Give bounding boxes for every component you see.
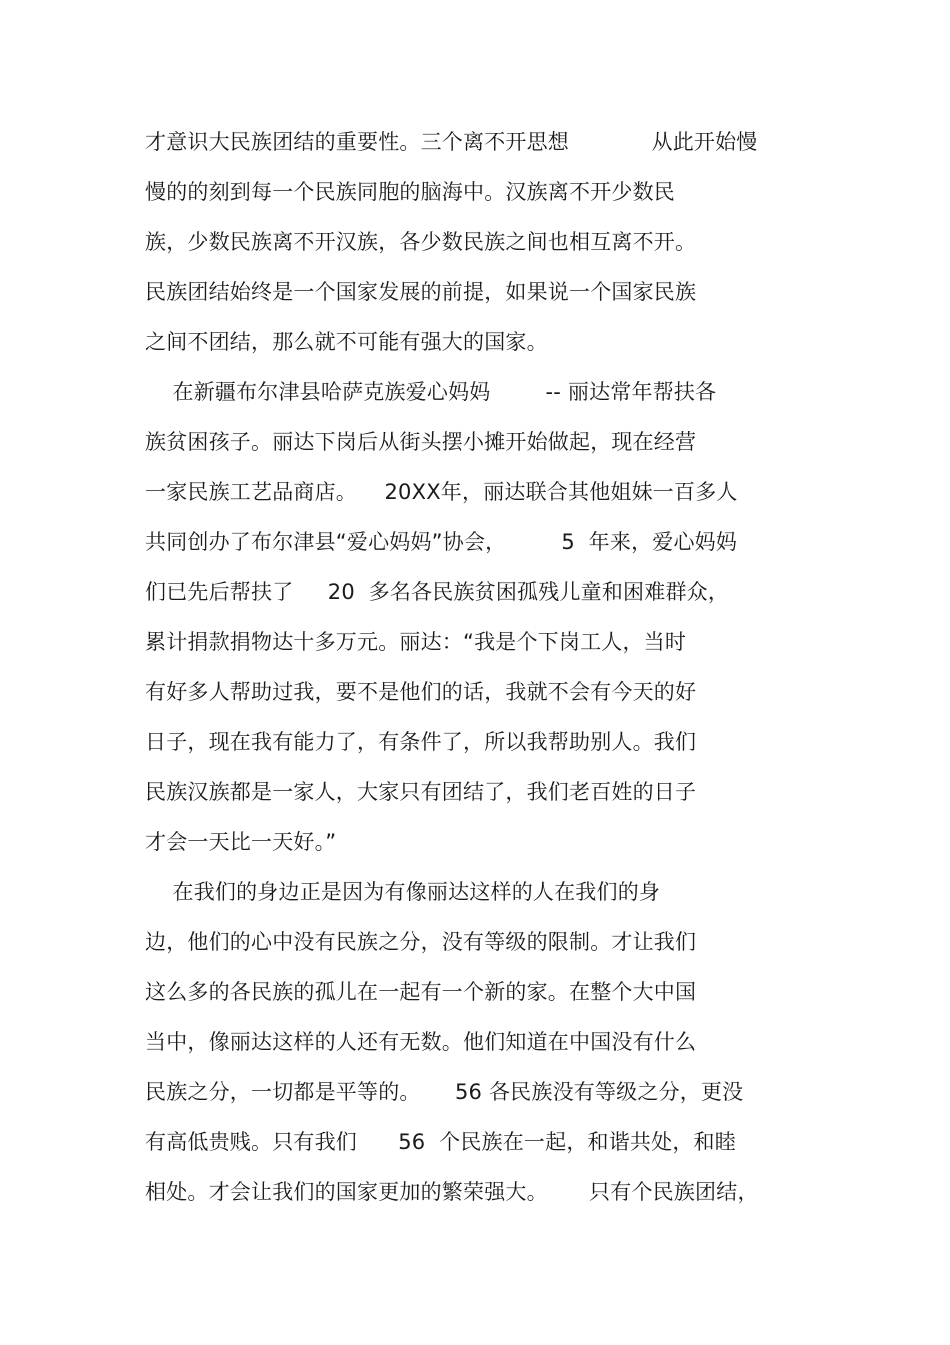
text-line: 民族团结始终是一个国家发展的前提，如果说一个国家民族 xyxy=(145,280,697,304)
text-line: 有高低贵贱。只有我们 56 个民族在一起，和谐共处，和睦 xyxy=(145,1130,736,1154)
text-line: 们已先后帮扶了 20 多名各民族贫困孤残儿童和困难群众， xyxy=(145,580,730,604)
text-line: 日子，现在我有能力了，有条件了，所以我帮助别人。我们 xyxy=(145,730,697,754)
text-line: 才意识大民族团结的重要性。三个离不开思想 从此开始慢 xyxy=(145,130,758,154)
text-line: 在新疆布尔津县哈萨克族爱心妈妈 -- 丽达常年帮扶各 xyxy=(145,380,717,404)
text-line: 族，少数民族离不开汉族，各少数民族之间也相互离不开。 xyxy=(145,230,697,254)
text-line: 共同创办了布尔津县“爱心妈妈”协会， 5 年来，爱心妈妈 xyxy=(145,530,738,554)
text-line: 当中，像丽达这样的人还有无数。他们知道在中国没有什么 xyxy=(145,1030,697,1054)
text-line: 在我们的身边正是因为有像丽达这样的人在我们的身 xyxy=(145,880,661,904)
text-line: 民族之分，一切都是平等的。 56 各民族没有等级之分，更没 xyxy=(145,1080,744,1104)
text-line: 族贫困孩子。丽达下岗后从街头摆小摊开始做起，现在经营 xyxy=(145,430,697,454)
text-line: 慢的的刻到每一个民族同胞的脑海中。汉族离不开少数民 xyxy=(145,180,675,204)
text-line: 才会一天比一天好。” xyxy=(145,830,337,854)
text-line: 一家民族工艺品商店。 20XX年，丽达联合其他姐妹一百多人 xyxy=(145,480,738,504)
text-line: 民族汉族都是一家人，大家只有团结了，我们老百姓的日子 xyxy=(145,780,697,804)
text-line: 累计捐款捐物达十多万元。丽达：“我是个下岗工人，当时 xyxy=(145,630,687,654)
text-line: 边，他们的心中没有民族之分，没有等级的限制。才让我们 xyxy=(145,930,697,954)
text-line: 有好多人帮助过我，要不是他们的话，我就不会有今天的好 xyxy=(145,680,697,704)
text-line: 相处。才会让我们的国家更加的繁荣强大。 只有个民族团结， xyxy=(145,1180,759,1204)
text-line: 之间不团结，那么就不可能有强大的国家。 xyxy=(145,330,548,354)
text-line: 这么多的各民族的孤儿在一起有一个新的家。在整个大中国 xyxy=(145,980,697,1004)
